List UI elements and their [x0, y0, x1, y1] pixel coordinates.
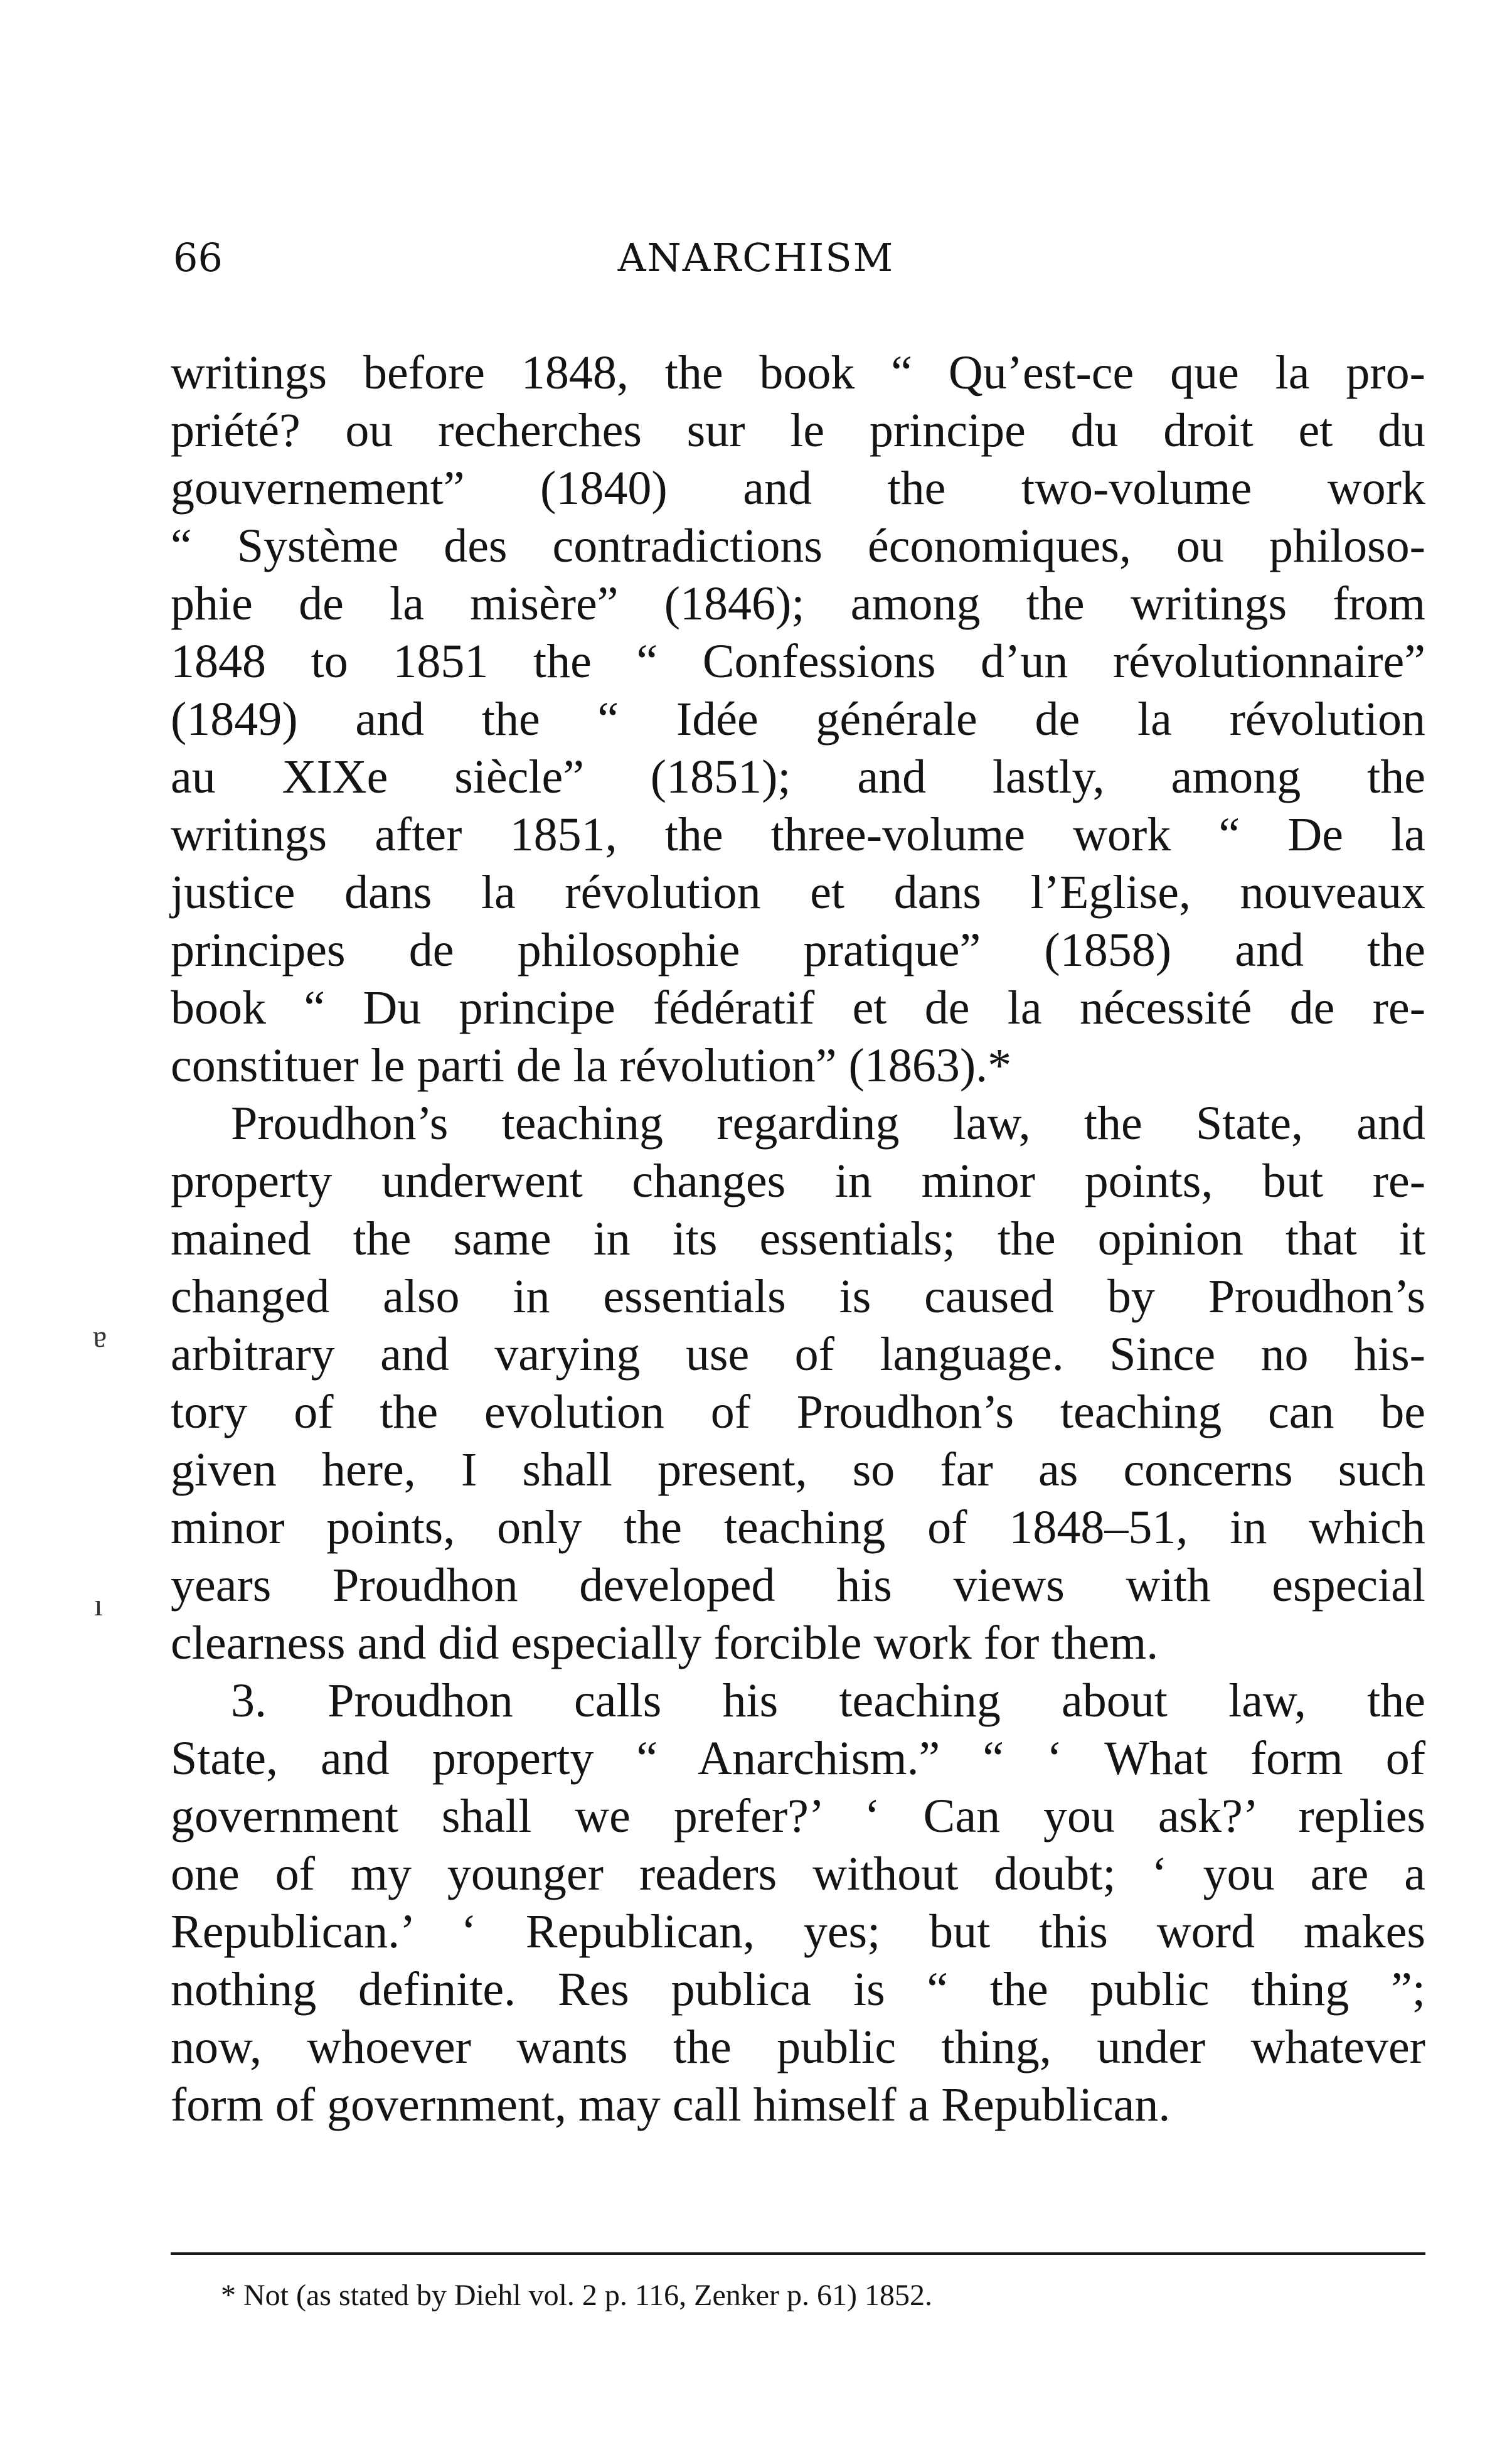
text-line: au XIXe siècle” (1851); and lastly, among the [171, 751, 1425, 803]
text-line: Proudhon’s teaching regarding law, the State, and [231, 1097, 1425, 1150]
text-line: State, and property “ Anarchism.” “ ‘ What form of [171, 1732, 1425, 1785]
footnote-rule [171, 2252, 1425, 2255]
text-line: “ Système des contradictions économiques, ou philoso- [171, 520, 1425, 572]
text-line: given here, I shall present, so far as concerns such [171, 1443, 1425, 1496]
margin-mark: ı [94, 1587, 103, 1622]
text-line: mained the same in its essentials; the opinion that it [171, 1212, 1425, 1265]
text-line: constituer le parti de la révolution” (1863).* [171, 1039, 1012, 1092]
text-line: writings after 1851, the three-volume work “ De la [171, 808, 1425, 861]
text-line: phie de la misère” (1846); among the writings from [171, 577, 1425, 630]
page-number: 66 [173, 235, 223, 281]
text-line: writings before 1848, the book “ Qu’est-ce que la pro- [171, 346, 1425, 399]
text-line: book “ Du principe fédératif et de la nécessité de re- [171, 982, 1425, 1034]
text-line: justice dans la révolution et dans l’Eglise, nouveaux [171, 866, 1425, 919]
text-line: nothing definite. Res publica is “ the public thing ”; [171, 1963, 1425, 2016]
text-line: government shall we prefer?’ ‘ Can you ask?’ replies [171, 1790, 1425, 1843]
text-line: principes de philosophie pratique” (1858) and the [171, 924, 1425, 976]
text-line: minor points, only the teaching of 1848–51, in which [171, 1501, 1425, 1554]
text-line: 3. Proudhon calls his teaching about law, the [231, 1674, 1425, 1727]
text-line: clearness and did especially forcible work for them. [171, 1617, 1159, 1669]
text-line: arbitrary and varying use of language. Since no his- [171, 1328, 1425, 1381]
text-line: property underwent changes in minor points, but re- [171, 1155, 1425, 1207]
text-line: (1849) and the “ Idée générale de la révolution [171, 693, 1425, 746]
footnote: * Not (as stated by Diehl vol. 2 p. 116, Zenker p. 61) 1852. [221, 2279, 933, 2312]
margin-mark: ɐ [93, 1319, 107, 1354]
running-head: ANARCHISM [617, 235, 895, 281]
text-line: years Proudhon developed his views with especial [171, 1559, 1425, 1612]
text-line: priété? ou recherches sur le principe du droit et du [171, 404, 1425, 457]
text-line: gouvernement” (1840) and the two-volume work [171, 462, 1425, 515]
text-line: now, whoever wants the public thing, under whatever [171, 2021, 1425, 2073]
text-line: Republican.’ ‘ Republican, yes; but this word makes [171, 1905, 1425, 1958]
text-line: one of my younger readers without doubt; ‘ you are a [171, 1848, 1425, 1900]
text-line: changed also in essentials is caused by Proudhon’s [171, 1270, 1425, 1323]
text-line: tory of the evolution of Proudhon’s teaching can be [171, 1386, 1425, 1438]
text-line: form of government, may call himself a Republican. [171, 2079, 1171, 2131]
body-text [171, 344, 1425, 2134]
text-line: 1848 to 1851 the “ Confessions d’un révolutionnaire” [171, 635, 1425, 688]
